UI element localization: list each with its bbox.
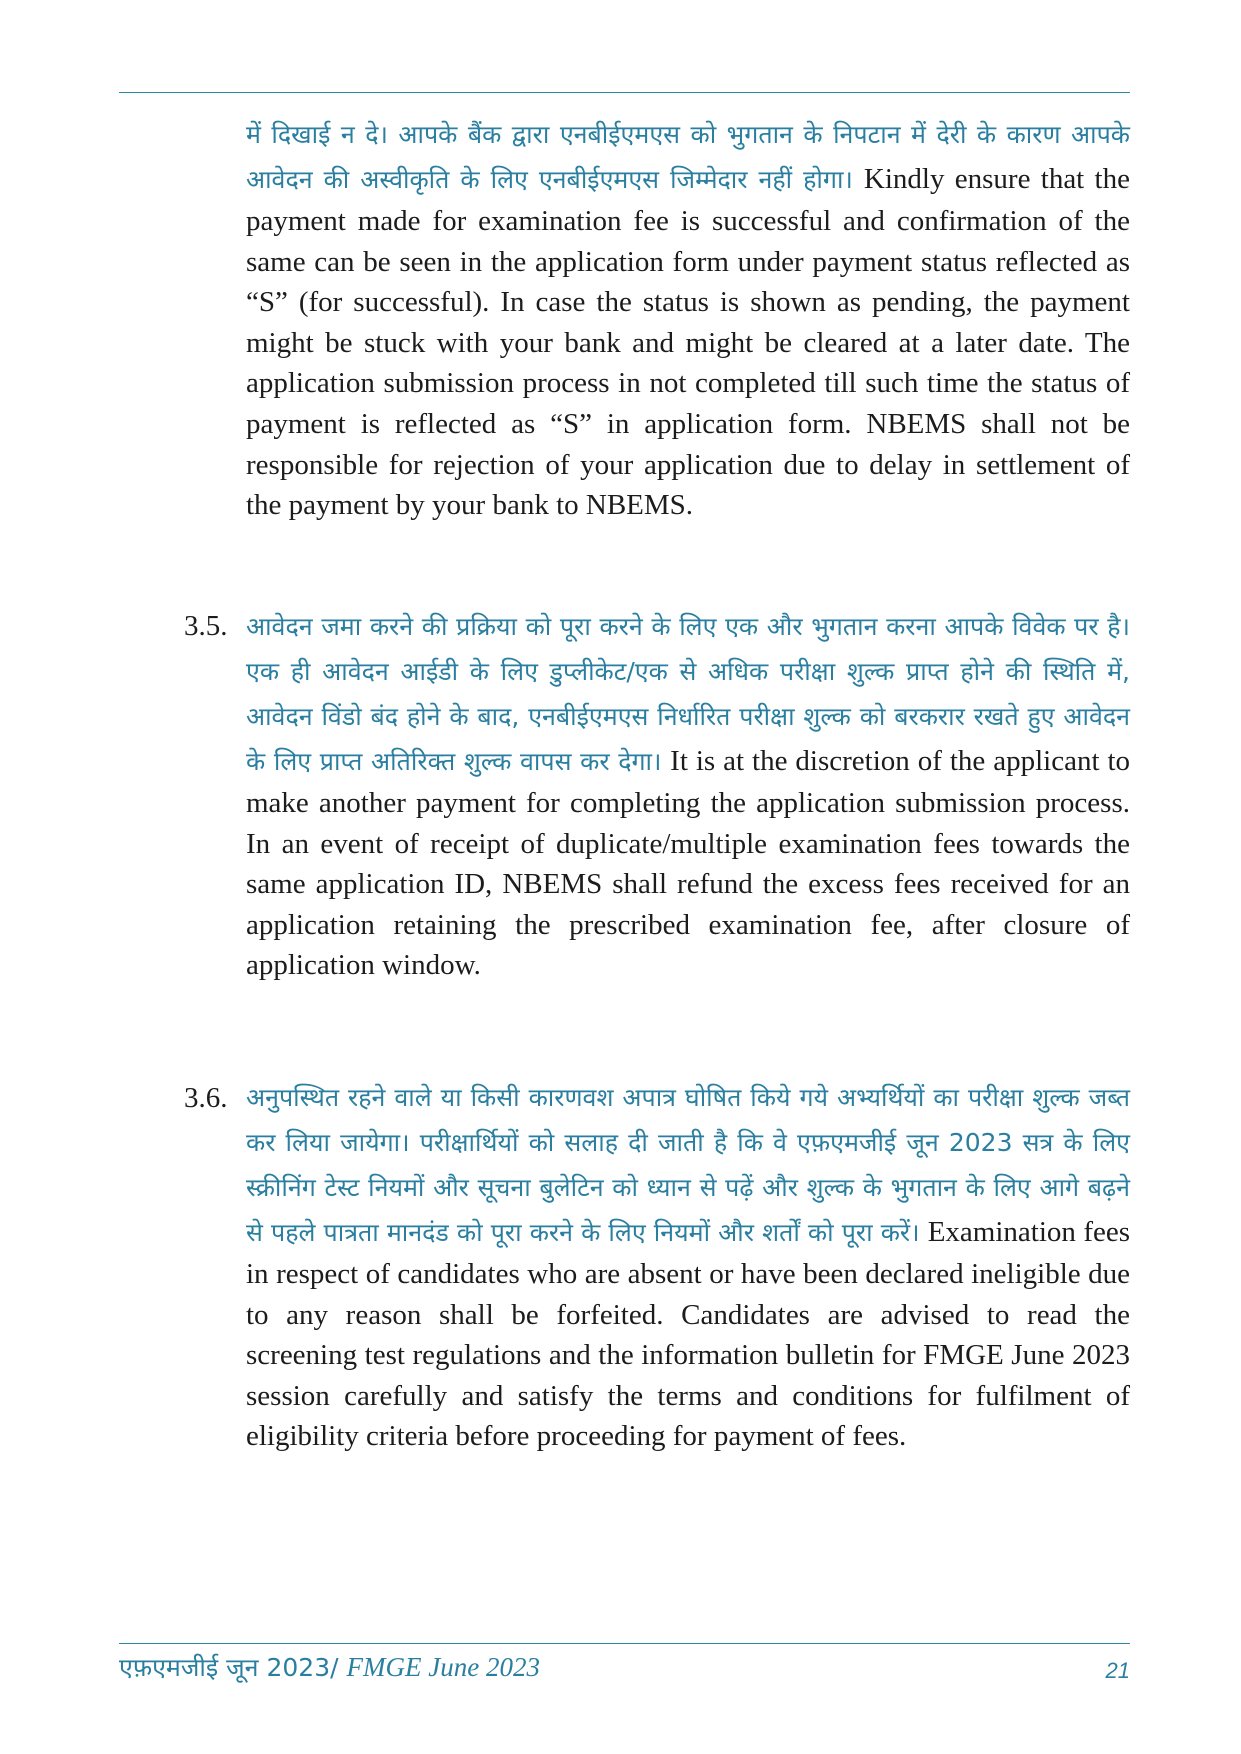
paragraph-hindi-text: आवेदन जमा करने की प्रक्रिया को पूरा करने के लिए एक और भुगतान करना आपके विवेक पर है। एक ही आवेदन आईडी के लिए डुप्लीकेट/एक से अधिक परीक्षा शुल्क प्राप्त होने की स्थिति में, आवेदन विंडो बंद होने के बाद, एनबीईएमएस निर्धारित परीक्षा शुल्क को बरकरार रखते हुए आवेदन के लिए प्राप्त अतिरिक्त शुल्क वापस कर देगा। (246, 612, 1130, 776)
paragraph-hindi-text: अनुपस्थित रहने वाले या किसी कारणवश अपात्र घोषित किये गये अभ्यर्थियों का परीक्षा शुल्क जब्त कर लिया जायेगा। परीक्षार्थियों को सलाह दी जाती है कि वे एफ़एमजीई जून 2023 सत्र के लिए स्क्रीनिंग टेस्ट नियमों और सूचना बुलेटिन को ध्यान से पढ़ें और शुल्क के भुगतान के लिए आगे बढ़ने से पहले पात्रता मानदंड को पूरा करने के लिए नियमों और शर्तों को पूरा करें। (246, 1083, 1130, 1247)
paragraph-hindi-text: में दिखाई न दे। आपके बैंक द्वारा एनबीईएमएस को भुगतान के निपटान में देरी के कारण आपके आवेदन की अस्वीकृति के लिए एनबीईएमएस जिम्मेदार नहीं होगा। (246, 120, 1130, 194)
header-rule (119, 92, 1130, 93)
page-number: 21 (1105, 1658, 1130, 1683)
section-number: 3.5. (184, 610, 228, 642)
paragraph-english-text: It is at the discretion of the applicant to make another payment for completing the application submission process. In an event of receipt of duplicate/multiple examination fees towards the same application ID, NBEMS shall refund the excess fees received for an application retaining the prescribed examination fee, after closure of application window. (246, 745, 1131, 982)
footer-rule (119, 1643, 1130, 1644)
footer-english: FMGE June 2023 (346, 1652, 540, 1682)
paragraph-english-text: Examination fees in respect of candidates who are absent or have been declared ineligible due to any reason shall be forfeited. Candidates are advised to read the screening test regulations and the information bulletin for FMGE June 2023 session carefully and satisfy the terms and conditions for fulfilment of eligibility criteria before proceeding for payment of fees. (246, 1216, 1131, 1453)
paragraph-continued (246, 112, 1130, 527)
footer-hindi: एफ़एमजीई जून 2023/ (119, 1653, 339, 1682)
paragraph-3-6 (246, 1075, 1130, 1458)
section-number: 3.6. (184, 1082, 228, 1114)
footer-title (119, 1650, 540, 1684)
paragraph-3-5 (246, 604, 1130, 987)
paragraph-english-text: Kindly ensure that the payment made for examination fee is successful and confirmation of the same can be seen in the application form under payment status reflected as “S” (for successful). In case the status is shown as pending, the payment might be stuck with your bank and might be cleared at a later date. The application submission process in not completed till such time the status of payment is reflected as “S” in application form. NBEMS shall not be responsible for rejection of your application due to delay in settlement of the payment by your bank to NBEMS. (246, 163, 1130, 522)
